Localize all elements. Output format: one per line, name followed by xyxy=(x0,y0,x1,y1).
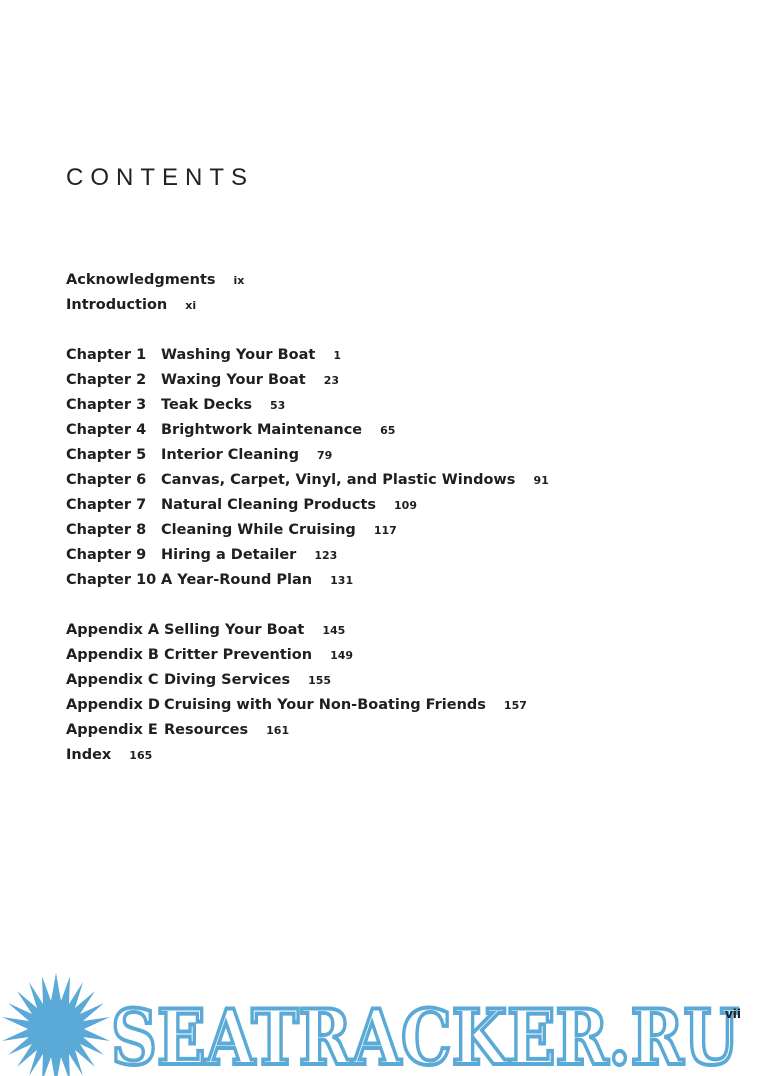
section-gap xyxy=(66,593,716,618)
entry-page-number: 149 xyxy=(330,649,354,662)
entry-page-number: 23 xyxy=(323,374,340,387)
toc-entry-chapter[interactable] xyxy=(66,443,716,468)
appendix-title: Cruising with Your Non-Boating Friends xyxy=(164,697,486,713)
chapter-title: Brightwork Maintenance xyxy=(161,422,363,438)
watermark xyxy=(0,965,759,1076)
toc-entry-chapter[interactable] xyxy=(66,493,716,518)
chapter-title: Washing Your Boat xyxy=(161,347,316,363)
chapter-title: Natural Cleaning Products xyxy=(161,497,377,513)
toc-entry-chapter[interactable] xyxy=(66,568,716,593)
page-number: vii xyxy=(724,1007,741,1021)
toc-entry-appendix[interactable] xyxy=(66,693,716,718)
chapter-label: Chapter 5 xyxy=(66,447,147,463)
chapter-title: A Year-Round Plan xyxy=(161,572,313,588)
entry-page-number: 1 xyxy=(333,349,341,362)
entry-page-number: 165 xyxy=(129,749,153,762)
toc-entry-appendix[interactable] xyxy=(66,618,716,643)
toc-entry-index[interactable] xyxy=(66,743,716,768)
watermark-text: SEATRACKER.RU xyxy=(111,993,739,1076)
toc-entry-appendix[interactable] xyxy=(66,718,716,743)
chapter-label: Chapter 10 xyxy=(66,572,157,588)
toc-entry-appendix[interactable] xyxy=(66,668,716,693)
page-title: CONTENTS xyxy=(66,164,254,191)
chapter-label: Chapter 2 xyxy=(66,372,147,388)
chapter-label: Chapter 6 xyxy=(66,472,147,488)
entry-title: Index xyxy=(66,747,112,763)
entry-page-number: xi xyxy=(185,299,197,312)
entry-page-number: 157 xyxy=(503,699,527,712)
appendix-title: Critter Prevention xyxy=(164,647,313,663)
entry-title: Introduction xyxy=(66,297,168,313)
appendix-label: Appendix D xyxy=(66,697,160,713)
entry-page-number: 117 xyxy=(373,524,397,537)
toc-entry-chapter[interactable] xyxy=(66,468,716,493)
entry-title: Acknowledgments xyxy=(66,272,216,288)
chapter-label: Chapter 4 xyxy=(66,422,147,438)
chapter-title: Cleaning While Cruising xyxy=(161,522,356,538)
toc-entry-appendix[interactable] xyxy=(66,643,716,668)
appendix-label: Appendix E xyxy=(66,722,158,738)
appendix-label: Appendix C xyxy=(66,672,159,688)
toc-entry-chapter[interactable] xyxy=(66,518,716,543)
chapter-label: Chapter 9 xyxy=(66,547,147,563)
entry-page-number: 145 xyxy=(322,624,346,637)
entry-page-number: 65 xyxy=(380,424,396,437)
chapter-label: Chapter 3 xyxy=(66,397,147,413)
entry-page-number: 79 xyxy=(317,449,333,462)
toc-entry-chapter[interactable] xyxy=(66,393,716,418)
appendix-label: Appendix A xyxy=(66,622,160,638)
entry-page-number: 91 xyxy=(533,474,549,487)
entry-page-number: 123 xyxy=(314,549,338,562)
toc-entry-chapter[interactable] xyxy=(66,418,716,443)
entry-page-number: 155 xyxy=(308,674,332,687)
entry-page-number: ix xyxy=(233,274,245,287)
appendix-title: Selling Your Boat xyxy=(164,622,305,638)
section-gap xyxy=(66,318,716,343)
chapter-title: Waxing Your Boat xyxy=(161,372,306,388)
toc-entry-chapter[interactable] xyxy=(66,543,716,568)
toc-entry-acknowledgments[interactable] xyxy=(66,268,716,293)
chapter-label: Chapter 8 xyxy=(66,522,147,538)
chapter-title: Interior Cleaning xyxy=(161,447,299,463)
appendix-title: Resources xyxy=(164,722,249,738)
entry-page-number: 109 xyxy=(394,499,417,512)
entry-page-number: 161 xyxy=(266,724,290,737)
chapter-title: Teak Decks xyxy=(161,397,253,413)
chapter-title: Canvas, Carpet, Vinyl, and Plastic Windows xyxy=(161,472,516,488)
chapter-title: Hiring a Detailer xyxy=(161,547,297,563)
table-of-contents xyxy=(66,268,716,768)
appendix-label: Appendix B xyxy=(66,647,159,663)
toc-entry-chapter[interactable] xyxy=(66,368,716,393)
chapter-label: Chapter 1 xyxy=(66,347,147,363)
chapter-label: Chapter 7 xyxy=(66,497,147,513)
sun-icon xyxy=(2,973,110,1076)
entry-page-number: 131 xyxy=(330,574,354,587)
appendix-title: Diving Services xyxy=(164,672,291,688)
toc-entry-introduction[interactable] xyxy=(66,293,716,318)
entry-page-number: 53 xyxy=(270,399,286,412)
toc-entry-chapter[interactable] xyxy=(66,343,716,368)
